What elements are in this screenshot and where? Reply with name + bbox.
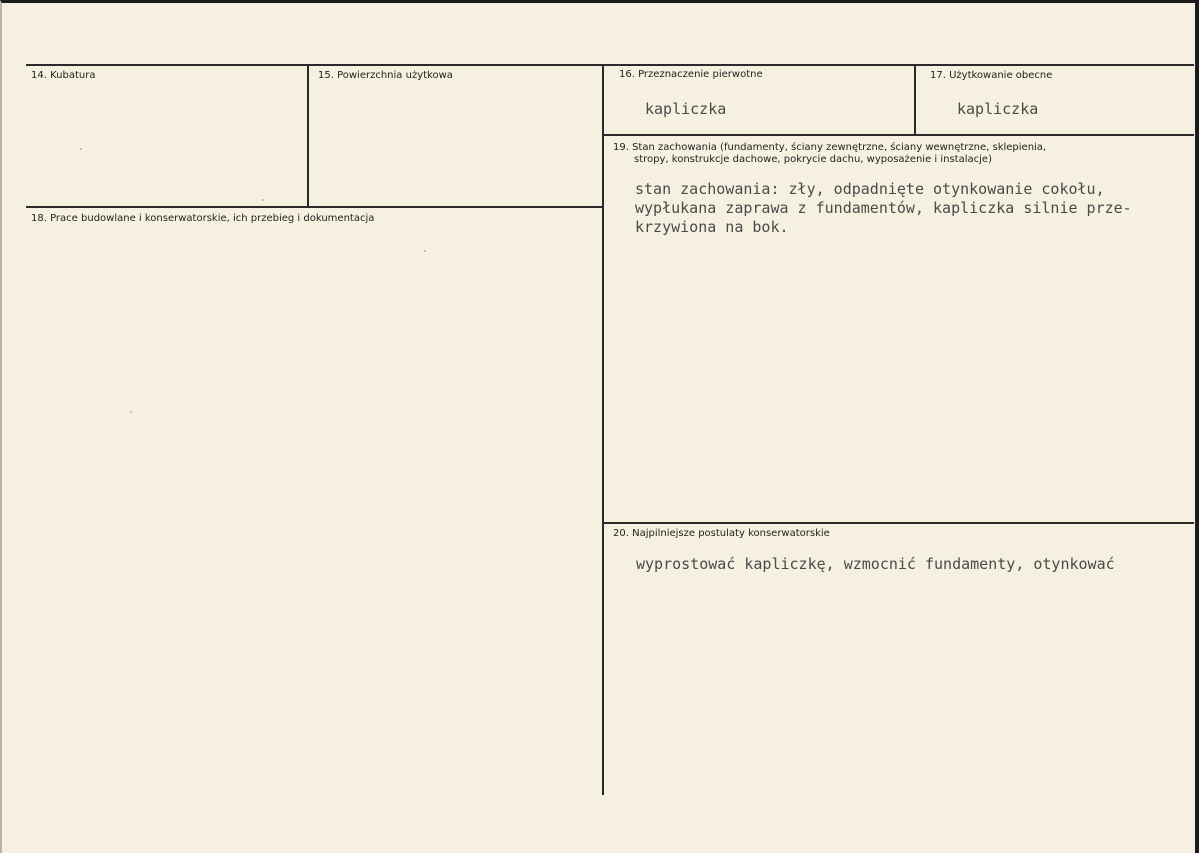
rule-below-16-17 [603,134,1194,136]
divider-16-17 [914,65,916,135]
field-19-value-line[interactable]: krzywiona na bok. [635,218,789,236]
paper-speck [80,148,82,150]
paper-speck [262,199,264,201]
top-rule [26,64,1194,66]
rule-below-19 [603,522,1194,524]
field-15-label: 15. Powierzchnia użytkowa [318,70,453,81]
divider-left-right [602,65,604,795]
field-19-value-line[interactable]: wypłukana zaprawa z fundamentów, kapliczka silnie prze- [635,199,1132,217]
field-17-value[interactable]: kapliczka [957,100,1039,118]
rule-below-14-15 [26,206,603,208]
field-20-value[interactable]: wyprostować kapliczkę, wzmocnić fundamenty, otynkować [636,555,1115,573]
field-20-label: 20. Najpilniejsze postulaty konserwatorskie [613,528,830,539]
field-17-label: 17. Użytkowanie obecne [930,70,1053,81]
paper-speck [424,250,426,252]
field-14-label: 14. Kubatura [31,70,96,81]
field-19-label-line1: 19. Stan zachowania (fundamenty, ściany zewnętrzne, ściany wewnętrzne, sklepienia, [613,142,1047,153]
field-19-value-line[interactable]: stan zachowania: zły, odpadnięte otynkowanie cokołu, [635,180,1105,198]
field-16-label: 16. Przeznaczenie pierwotne [619,69,763,80]
field-16-value[interactable]: kapliczka [645,100,727,118]
field-19-label-line2: stropy, konstrukcje dachowe, pokrycie dachu, wyposażenie i instalacje) [634,154,992,165]
field-18-label: 18. Prace budowlane i konserwatorskie, ich przebieg i dokumentacja [31,213,375,224]
paper-speck [130,411,132,413]
divider-14-15 [307,65,309,207]
